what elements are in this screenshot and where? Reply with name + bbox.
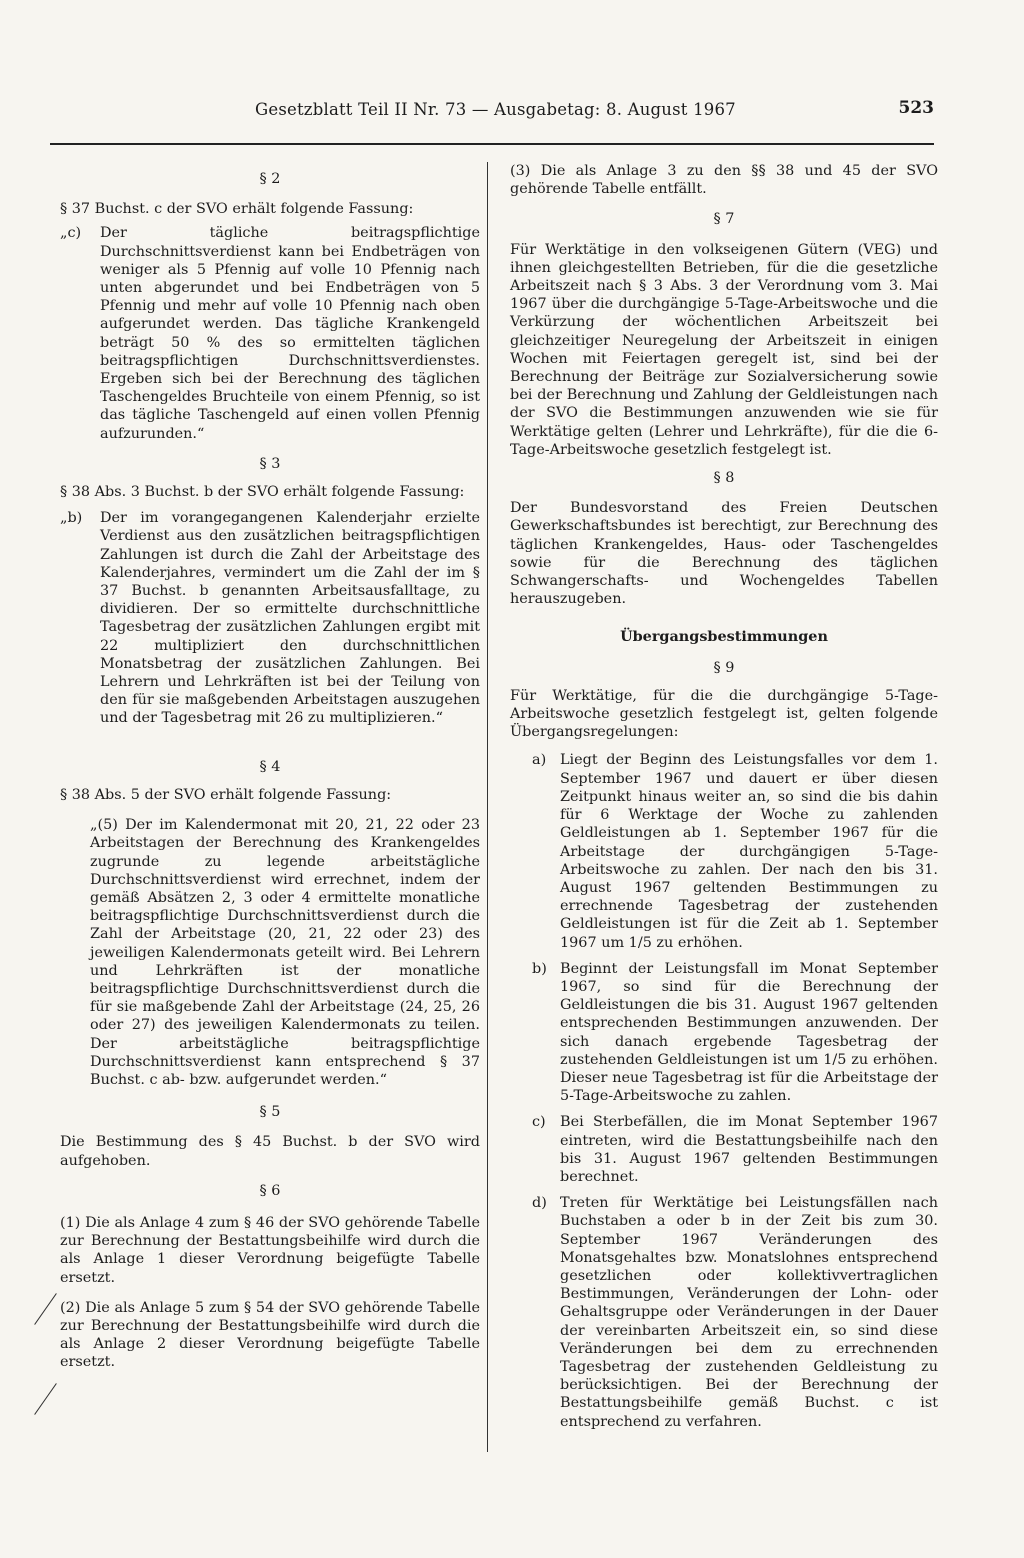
page-header [50,96,934,130]
list-item [510,1113,938,1186]
section-7-text: Für Werktätige in den volkseigenen Gütern (VEG) und ihnen gleichgestellten Betrieben, für die die gesetzliche Arbeitszeit nach § 3 Abs. 3 der Verordnung vom 3. Mai 1967 über die durchgängige 5-Tage-Arbeitswoche und die Verkürzung der wöchentlichen Arbeitszeit bei gleichzeitiger Neuregelung der Arbeitszeit in einigen Wochen mit Feiertagen geregelt ist, sind bei der Berechnung der Beiträge zur Sozialversicherung sowie bei der Berechnung und Zahlung der Geldleistungen nach der SVO die Bestimmungen anzuwenden wie sie für Werktätige gelten (Lehrer und Lehrkräfte), für die die 6-Tage-Arbeitswoche gesetzlich festgelegt ist. [510,241,938,458]
section-3-intro: § 38 Abs. 3 Buchst. b der SVO erhält folgende Fassung: [60,484,465,501]
list-item-label: a) [532,752,547,769]
section-2-amendment [60,224,480,442]
section-heading-3: § 3 [259,455,281,472]
list-item [510,751,938,951]
column-divider [487,162,488,1452]
list-item-text: Liegt der Beginn des Leistungsfalles vor dem 1. September 1967 und dauert er über diesen Zeitpunkt hinaus weiter an, so sind die bis dahin für 6 Werktage der Woche zu zahlenden Geldleistungen ab 1. September 1967 für die Arbeitstage der durchgängigen 5-Tage-Arbeitswoche zu zahlen. Der nach den bis 31. August 1967 geltenden Bestimmungen zu errechnende Tagesbetrag der zustehenden Geldleistungen ist für die Zeit ab 1. September 1967 um 1/5 zu erhöhen. [560,752,938,951]
section-6-paragraph-1: (1) Die als Anlage 4 zum § 46 der SVO gehörende Tabelle zur Berechnung der Bestattungsbeihilfe wird durch die als Anlage 1 dieser Verordnung beigefügte Tabelle ersetzt. [60,1214,480,1286]
transition-list [510,751,938,1430]
section-heading-7: § 7 [713,211,735,228]
amendment-label: „c) [60,225,82,242]
section-8-text: Der Bundesvorstand des Freien Deutschen Gewerkschaftsbundes ist berechtigt, zur Berechnung des täglichen Krankengeldes, Haus- oder Taschengeldes sowie für die Berechnung des täglichen Schwangerschafts- und Wochengeldes Tabellen herauszugeben. [510,500,938,608]
section-heading-2: § 2 [259,171,281,187]
header-title: Gesetzblatt Teil II Nr. 73 — Ausgabetag: 8. August 1967 [255,100,736,119]
amendment-text: Der im vorangegangenen Kalenderjahr erzielte Verdienst aus den zusätzlichen beitragspflichtigen Zahlungen ist durch die Zahl der Arbeitstage des Kalenderjahres, vermindert um die Zahl der im § 37 Buchst. b genannten Arbeitsausfalltage, zu dividieren. Der so ermittelte durchschnittliche Tagesbetrag der zusätzlichen Zahlungen ergibt mit 22 multipliziert den durchschnittlichen Monatsbetrag der zusätzlichen Zahlungen. Bei Lehrern und Lehrkräften ist bei der Teilung von den für sie maßgebenden Arbeitstagen auszugehen und der Tagesbetrag mit 26 zu multiplizieren.“ [100,510,480,727]
amendment-text: Der tägliche beitragspflichtige Durchschnittsverdienst kann bei Endbeträgen von weniger als 5 Pfennig auf volle 10 Pfennig nach unten abgerundet und bei Endbeträgen von 5 Pfennig und mehr auf volle 10 Pfennig nach oben aufgerundet werden. Das tägliche Krankengeld beträgt 50 % des so ermittelten täglichen beitragspflichtigen Durchschnittsverdienstes. Ergeben sich bei der Berechnung des täglichen Taschengeldes Bruchteile von einem Pfennig, so ist das tägliche Taschengeld auf einen vollen Pfennig aufzurunden.“ [100,225,480,442]
list-item [510,1194,938,1431]
section-heading-6: § 6 [259,1182,281,1199]
margin-pen-mark [34,1383,57,1415]
transition-heading: Übergangsbestimmungen [620,628,828,646]
section-4-amendment: „(5) Der im Kalendermonat mit 20, 21, 22 oder 23 Arbeitstagen der Berechnung des Krankengeldes zugrunde zu legende arbeitstägliche Durchschnittsverdienst wird errechnet, indem der gemäß Absätzen 2, 3 oder 4 ermittelte monatliche beitragspflichtige Durchschnittsverdienst durch die Zahl der Arbeitstage (20, 21, 22 oder 23) des jeweiligen Kalendermonats geteilt wird. Bei Lehrern und Lehrkräften ist der monatliche beitragspflichtige Durchschnittsverdienst durch die für sie maßgebende Zahl der Arbeitstage (24, 25, 26 oder 27) des jeweiligen Kalendermonats zu teilen. Der arbeitstägliche beitragspflichtige Durchschnittsverdienst kann entsprechend § 37 Buchst. c ab- bzw. aufgerundet werden.“ [90,817,480,1088]
section-9-intro: Für Werktätige, für die die durchgängige 5-Tage-Arbeitswoche gesetzlich festgelegt ist, gelten folgende Übergangsregelungen: [510,687,938,741]
list-item-text: Treten für Werktätige bei Leistungsfällen nach Buchstaben a oder b in der Zeit bis zum 30. September 1967 Veränderungen des Monatsgehaltes bzw. Monatslohnes entsprechend gesetzlichen oder kollektivvertraglichen Bestimmungen, Veränderungen der Lohn- oder Gehaltsgruppe oder Veränderungen in der Dauer der vereinbarten Arbeitszeit ein, so sind diese Veränderungen bei dem zu errechnenden Tagesbetrag der zustehenden Geldleistung zu berücksichtigen. Bei der Berechnung der Bestattungsbeihilfe gemäß Buchst. c ist entsprechend zu verfahren. [560,1195,938,1430]
list-item-text: Bei Sterbefällen, die im Monat September 1967 eintreten, wird die Bestattungsbeihilfe nach den bis 31. August 1967 geltenden Bestimmungen berechnet. [560,1114,938,1185]
right-column [510,162,938,1439]
section-heading-8: § 8 [713,470,735,487]
list-item-label: d) [532,1195,547,1212]
section-4-intro: § 38 Abs. 5 der SVO erhält folgende Fassung: [60,786,392,803]
section-6-paragraph-3: (3) Die als Anlage 3 zu den §§ 38 und 45 der SVO gehörende Tabelle entfällt. [510,163,938,198]
left-column [60,170,480,1372]
section-6-paragraph-2: (2) Die als Anlage 5 zum § 54 der SVO gehörende Tabelle zur Berechnung der Bestattungsbeihilfe wird durch die als Anlage 2 dieser Verordnung beigefügte Tabelle ersetzt. [60,1299,480,1371]
section-heading-5: § 5 [259,1104,281,1121]
list-item-label: b) [532,960,547,977]
list-item-text: Beginnt der Leistungsfall im Monat September 1967, so sind für die Berechnung der Geldleistungen die bis 31. August 1967 geltenden entsprechenden Bestimmungen anzuwenden. Der sich danach ergebende Tagesbetrag der zustehenden Geldleistungen ist um 1/5 zu erhöhen. Dieser neue Tagesbetrag ist für die Arbeitstage der 5-Tage-Arbeitswoche zu zahlen. [560,960,938,1105]
amendment-label: „b) [60,510,83,527]
section-2-intro: § 37 Buchst. c der SVO erhält folgende Fassung: [60,201,414,218]
section-heading-9: § 9 [713,659,735,676]
section-heading-4: § 4 [259,758,281,775]
page-number: 523 [898,98,934,118]
section-3-amendment [60,509,480,727]
section-5-text: Die Bestimmung des § 45 Buchst. b der SVO wird aufgehoben. [60,1134,480,1169]
list-item-label: c) [532,1114,546,1131]
margin-pen-mark [34,1293,57,1325]
header-rule [50,143,934,145]
list-item [510,960,938,1106]
